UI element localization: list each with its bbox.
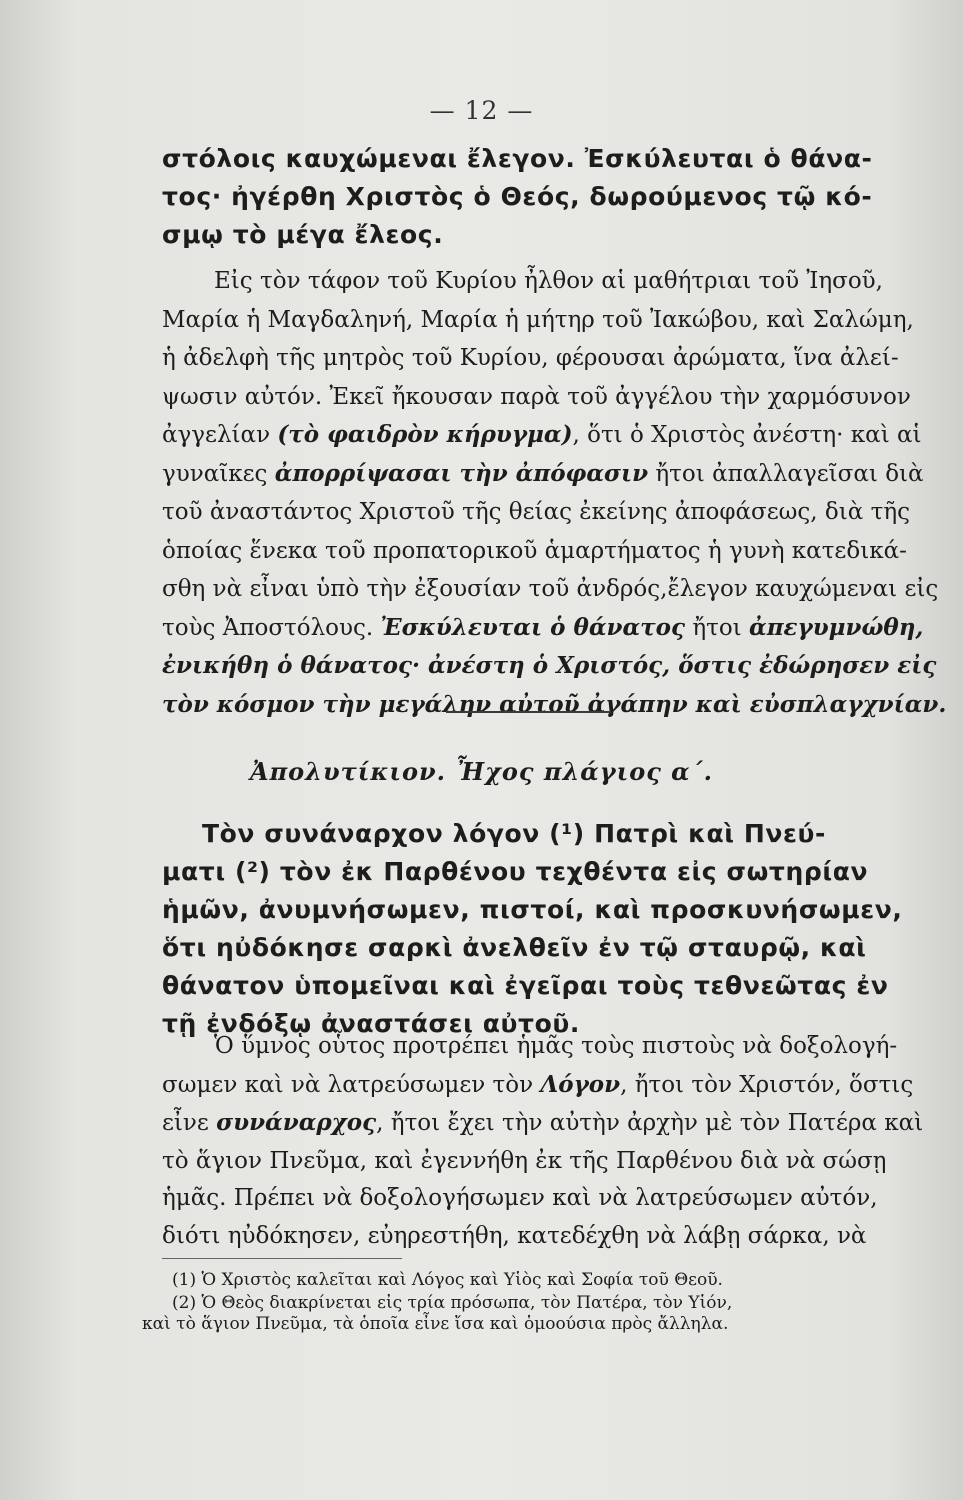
hymn-closing-lines — [162, 140, 902, 254]
emphasis-text: (τὸ φαιδρὸν κήρυγμα) — [277, 421, 573, 448]
text-span: ἤτοι ἀπαλλαγεῖσαι διὰ — [648, 460, 924, 487]
text-line: διότι ηὐδόκησεν, εὐηρεστήθη, κατεδέχθη νὰ λάβῃ σάρκα, νὰ — [162, 1222, 867, 1249]
text-span: εἶνε — [162, 1110, 217, 1136]
text-line: ψωσιν αὐτόν. Ἐκεῖ ἤκουσαν παρὰ τοῦ ἀγγέλου τὴν χαρμόσυνον — [162, 383, 911, 410]
text-line — [162, 455, 924, 494]
emphasis-text: ἀπορρίψασαι τὴν ἀπόφασιν — [274, 459, 649, 487]
text-line — [162, 609, 924, 648]
emphasis-text: Ἐσκύλευται ὁ θάνατος — [380, 613, 686, 641]
section-divider — [446, 711, 611, 713]
text-line: Εἰς τὸν τάφον τοῦ Κυρίου ἦλθον αἱ μαθήτριαι τοῦ Ἰησοῦ, — [214, 268, 883, 294]
footnote-2-continuation: καὶ τὸ ἅγιον Πνεῦμα, τὰ ὁποῖα εἶνε ἴσα καὶ ὁμοούσια πρὸς ἄλληλα. — [142, 1314, 729, 1334]
text-span: γυναῖκες — [162, 460, 275, 487]
footnote-divider — [162, 1258, 402, 1259]
text-line: Ὁ ὕμνος οὗτος προτρέπει ἡμᾶς τοὺς πιστοὺς νὰ δοξολογή- — [214, 1033, 898, 1059]
text-line — [162, 1104, 924, 1143]
text-line — [162, 416, 922, 455]
text-span: τοὺς Ἀποστόλους. — [162, 614, 381, 641]
emphasis-text: ἀπεγυμνώθη, — [749, 613, 924, 641]
text-line: Μαρία ἡ Μαγδαληνή, Μαρία ἡ μήτηρ τοῦ Ἰακώβου, καὶ Σαλώμη, — [162, 306, 914, 333]
section-title: Ἀπολυτίκιον. Ἦχος πλάγιος α΄. — [249, 757, 713, 786]
emphasis-text: συνάναρχος — [216, 1109, 377, 1136]
footnote-1: (1) Ὁ Χριστὸς καλεῖται καὶ Λόγος καὶ Υἱὸς καὶ Σοφία τοῦ Θεοῦ. — [172, 1270, 723, 1290]
text-span: , ἤτοι τὸν Χριστόν, ὅστις — [620, 1071, 914, 1098]
text-line — [162, 1066, 914, 1105]
hymn-line: Τὸν συνάναρχον λόγον (¹) Πατρὶ καὶ Πνεύ- — [202, 819, 826, 848]
commentary-paragraph — [162, 262, 947, 724]
text-line: σθη νὰ εἶναι ὑπὸ τὴν ἐξουσίαν τοῦ ἀνδρός,ἔλεγον καυχώμεναι εἰς — [162, 576, 939, 602]
text-line: τὸν κόσμον τὴν μεγάλην αὐτοῦ ἀγάπην καὶ εὐσπλαγχνίαν. — [162, 690, 947, 718]
hymn-closing-line: στόλοις καυχώμεναι ἔλεγον. Ἐσκύλευται ὁ θάνα- — [162, 144, 873, 173]
footnote-2: (2) Ὁ Θεὸς διακρίνεται εἰς τρία πρόσωπα, τὸν Πατέρα, τὸν Υἱόν, — [172, 1293, 733, 1313]
footnotes — [142, 1270, 912, 1335]
hymn-closing-line: τος· ἠγέρθη Χριστὸς ὁ Θεός, δωρούμενος τῷ κό- — [162, 182, 873, 211]
text-line: ἡ ἀδελφὴ τῆς μητρὸς τοῦ Κυρίου, φέρουσαι ἀρώματα, ἵνα ἀλεί- — [162, 345, 899, 371]
emphasis-text: Λόγον — [540, 1070, 621, 1098]
text-span: , ὅτι ὁ Χριστὸς ἀνέστη· καὶ αἱ — [572, 422, 922, 448]
text-line: τοῦ ἀναστάντος Χριστοῦ τῆς θείας ἐκείνης ἀποφάσεως, διὰ τῆς — [162, 499, 910, 525]
apolytikion-hymn — [162, 815, 902, 1043]
text-line: ἡμᾶς. Πρέπει νὰ δοξολογήσωμεν καὶ νὰ λατρεύσωμεν αὐτόν, — [162, 1185, 878, 1211]
hymn-line: ματι (²) τὸν ἐκ Παρθένου τεχθέντα εἰς σωτηρίαν — [162, 857, 869, 886]
page-number: — 12 — — [429, 96, 534, 125]
hymn-closing-line: σμῳ τὸ μέγα ἔλεος. — [162, 220, 444, 249]
text-line: ὁποίας ἕνεκα τοῦ προπατορικοῦ ἁμαρτήματος ἡ γυνὴ κατεδικά- — [162, 537, 907, 564]
hymn-line: θάνατον ὑπομεῖναι καὶ ἐγεῖραι τοὺς τεθνεῶτας ἐν — [162, 971, 889, 1000]
text-span: , ἤτοι ἔχει τὴν αὐτὴν ἀρχὴν μὲ τὸν Πατέρα καὶ — [376, 1110, 924, 1136]
text-span: ἤτοι — [685, 614, 750, 641]
text-span: σωμεν καὶ νὰ λατρεύσωμεν τὸν — [162, 1071, 541, 1098]
explanation-paragraph — [162, 1028, 924, 1255]
text-line: τὸ ἅγιον Πνεῦμα, καὶ ἐγεννήθη ἐκ τῆς Παρθένου διὰ νὰ σώσῃ — [162, 1147, 887, 1174]
hymn-line: τῇ ἐνδόξῳ ἀναστάσει αὐτοῦ. — [162, 1009, 580, 1038]
text-span: ἀγγελίαν — [162, 422, 278, 448]
hymn-line: ὅτι ηὐδόκησε σαρκὶ ἀνελθεῖν ἐν τῷ σταυρῷ, καὶ — [162, 933, 867, 962]
hymn-line: ἡμῶν, ἀνυμνήσωμεν, πιστοί, καὶ προσκυνήσωμεν, — [162, 895, 903, 924]
text-line: ἐνικήθη ὁ θάνατος· ἀνέστη ὁ Χριστός, ὅστις ἐδώρησεν εἰς — [162, 652, 937, 679]
